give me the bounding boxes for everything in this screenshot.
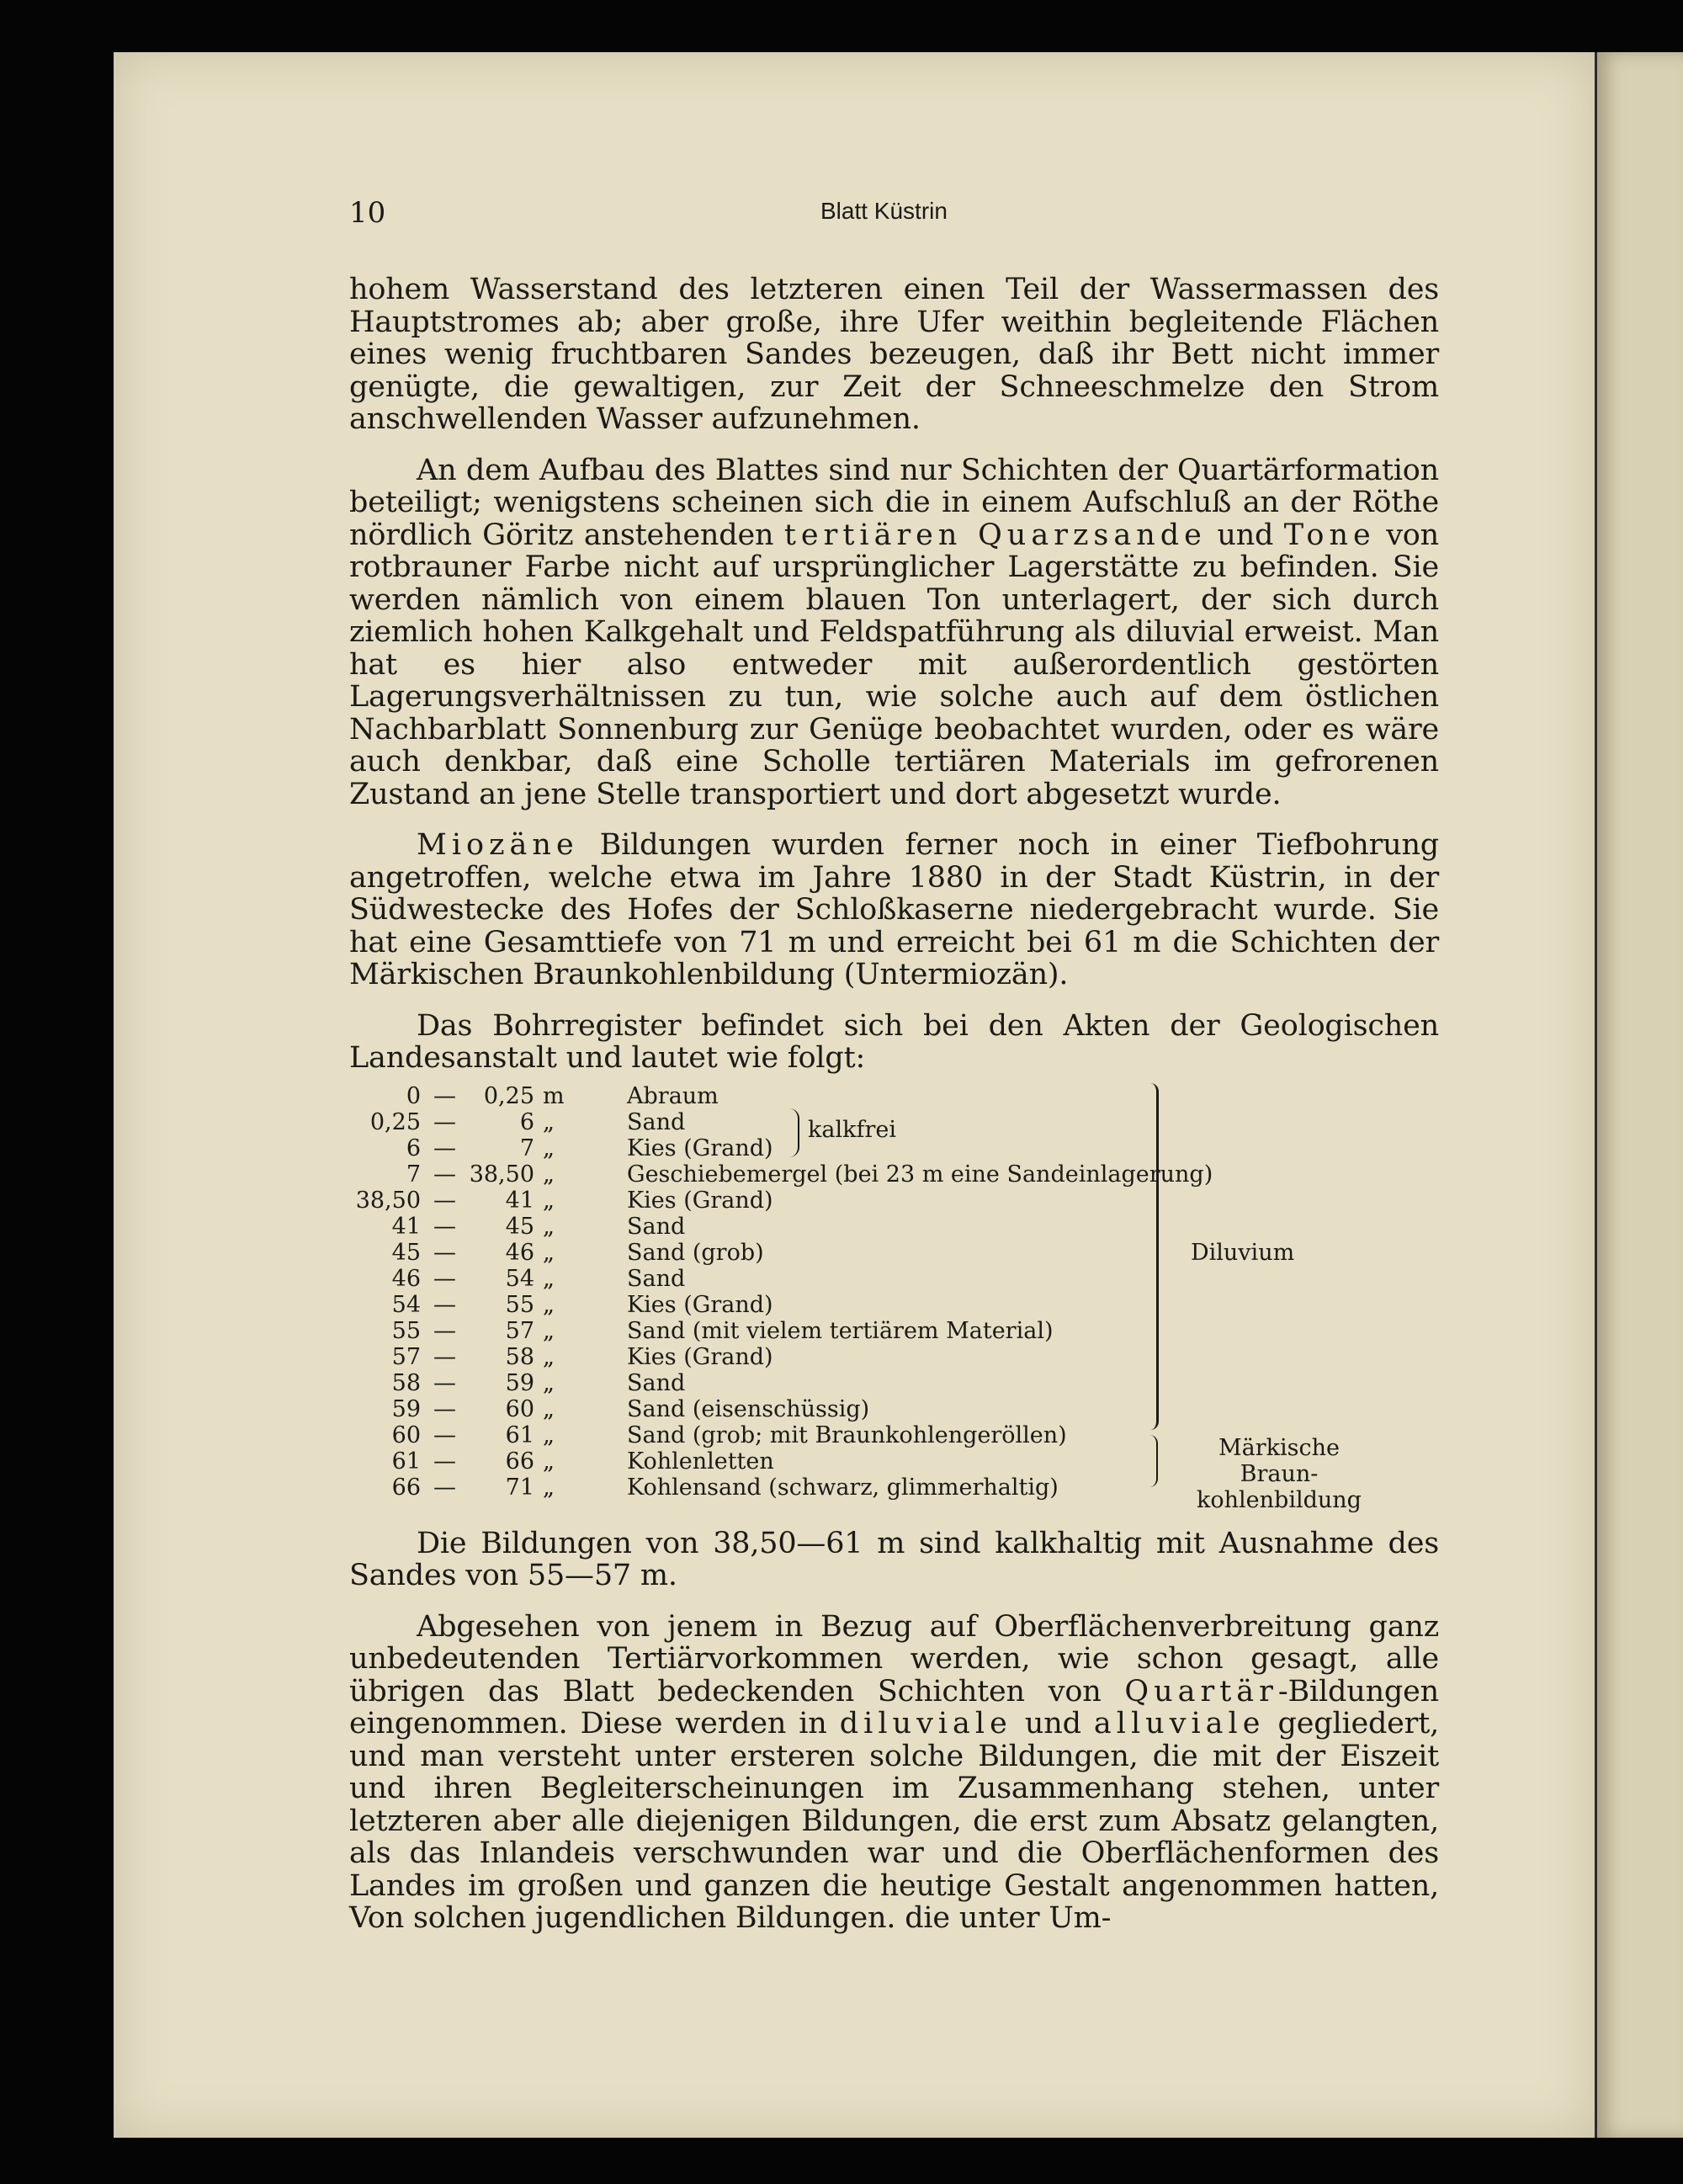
kalkfrei-label: kalkfrei <box>808 1116 896 1143</box>
bore-row <box>349 1344 1191 1370</box>
layer-description: Sand <box>627 1108 686 1135</box>
bore-row <box>349 1266 1191 1292</box>
depth-to: 71 <box>505 1474 534 1501</box>
depth-dash: — <box>433 1213 456 1240</box>
braunkohle-label-line-1: Märkische Braun- <box>1218 1434 1340 1487</box>
depth-unit: „ <box>543 1474 555 1501</box>
depth-to: 60 <box>505 1395 534 1422</box>
depth-to: 6 <box>519 1108 534 1135</box>
paragraph-3-spaced-term: Miozäne <box>417 828 579 862</box>
page-body <box>349 274 1439 1953</box>
braunkohle-label <box>1178 1435 1380 1513</box>
depth-from: 66 <box>391 1474 421 1501</box>
depth-unit: „ <box>543 1421 555 1448</box>
depth-from: 54 <box>391 1291 421 1318</box>
bore-row <box>349 1135 1191 1161</box>
depth-to: 45 <box>505 1213 534 1240</box>
layer-description: Kies (Grand) <box>627 1135 773 1161</box>
depth-from: 61 <box>391 1448 421 1475</box>
depth-to: 66 <box>505 1448 534 1475</box>
depth-unit: „ <box>543 1239 555 1266</box>
depth-dash: — <box>433 1421 456 1448</box>
depth-unit: „ <box>543 1291 555 1318</box>
depth-from: 46 <box>391 1265 421 1292</box>
depth-dash: — <box>433 1187 456 1214</box>
layer-description: Sand <box>627 1265 686 1292</box>
bore-row <box>349 1370 1191 1396</box>
paragraph-2-text-a: An dem Aufbau des Blattes sind nur Schichten der Quartärformation beteiligt; wenigstens scheinen sich die in einem Aufschluß an der Röthe nördlich Göritz anstehenden <box>349 453 1439 552</box>
paragraph-2-spaced-term-2: Tone <box>1283 518 1376 552</box>
depth-from: 6 <box>406 1135 421 1161</box>
depth-from: 7 <box>406 1161 421 1188</box>
depth-from: 58 <box>391 1369 421 1396</box>
depth-from: 0,25 <box>369 1108 421 1135</box>
paragraph-1: hohem Wasserstand des letzteren einen Teil der Wassermassen des Hauptstromes ab; aber große, ihre Ufer weithin begleitende Flächen eines wenig fruchtbaren Sandes bezeugen, daß ihr Bett nicht immer genügte, die gewaltigen, zur Zeit der Schneeschmelze den Strom anschwellenden Wasser aufzunehmen. <box>349 273 1439 436</box>
depth-unit: „ <box>543 1108 555 1135</box>
depth-dash: — <box>433 1082 456 1109</box>
running-head: Blatt Küstrin <box>820 198 948 224</box>
depth-from: 45 <box>391 1239 421 1266</box>
page-header <box>349 196 1439 233</box>
depth-unit: „ <box>543 1135 555 1161</box>
layer-description: Sand (mit vielem tertiärem Material) <box>627 1317 1054 1344</box>
depth-unit: m <box>543 1082 565 1109</box>
depth-unit: „ <box>543 1213 555 1240</box>
diluvium-label: Diluvium <box>1191 1239 1295 1266</box>
paragraph-2-text-e: von rotbrauner Farbe nicht auf ursprünglicher Lagerstätte zu befinden. Sie werden nämlich von einem blauen Ton unterlagert, der sich durch ziemlich hohen Kalkgehalt und Feldspatführung als diluvial erweist. Man hat es hier also entweder mit außerordentlich gestörten Lagerungsverhältnissen zu tun, wie solche auch auf dem östlichen Nachbarblatt Sonnenburg zur Genüge beobachtet wurden, oder es wäre auch denkbar, daß eine Scholle tertiären Materials im gefrorenen Zustand an jene Stelle transportiert und dort abgesetzt wurde. <box>349 518 1439 811</box>
layer-description: Abraum <box>627 1082 719 1109</box>
depth-unit: „ <box>543 1448 555 1475</box>
paragraph-2-text-c: und <box>1206 518 1284 552</box>
depth-dash: — <box>433 1369 456 1396</box>
paragraph-5: Die Bildungen von 38,50—61 m sind kalkhaltig mit Ausnahme des Sandes von 55—57 m. <box>349 1526 1439 1592</box>
layer-description: Sand <box>627 1213 686 1240</box>
layer-description: Geschiebemergel (bei 23 m eine Sandeinlagerung) <box>627 1161 1213 1188</box>
depth-dash: — <box>433 1448 456 1475</box>
bore-row <box>349 1161 1213 1188</box>
bore-row <box>349 1240 1191 1266</box>
layer-description: Sand (eisenschüssig) <box>627 1395 870 1422</box>
depth-unit: „ <box>543 1265 555 1292</box>
paragraph-4: Das Bohrregister befindet sich bei den Akten der Geologischen Landesanstalt und lautet wie folgt: <box>349 1008 1439 1075</box>
layer-description: Kies (Grand) <box>627 1291 773 1318</box>
bore-row <box>349 1214 1191 1240</box>
depth-from: 38,50 <box>355 1187 421 1214</box>
depth-unit: „ <box>543 1369 555 1396</box>
paragraph-6-text-a: Abgesehen von jenem in Bezug auf Oberflächenverbreitung ganz unbedeutenden Tertiärvorkommen werden, wie schon gesagt, alle übrigen das Blatt bedeckenden Schichten von <box>349 1609 1439 1708</box>
paragraph-6-text-e: und <box>1011 1707 1094 1740</box>
depth-unit: „ <box>543 1317 555 1344</box>
layer-description: Sand (grob; mit Braunkohlengeröllen) <box>627 1421 1067 1448</box>
paragraph-6 <box>349 1611 1439 1935</box>
depth-dash: — <box>433 1135 456 1161</box>
bore-row <box>349 1396 1191 1422</box>
depth-to: 61 <box>505 1421 534 1448</box>
depth-dash: — <box>433 1239 456 1266</box>
paragraph-2-spaced-term-1: tertiären Quarzsande <box>783 518 1207 552</box>
depth-dash: — <box>433 1161 456 1188</box>
paragraph-6-text-c: -Bildungen eingenommen. Diese werden in <box>349 1674 1439 1740</box>
paragraph-6-text-g: gegliedert, und man versteht unter ersteren solche Bildungen, die mit der Eiszeit und ihren Begleiterscheinungen im Zusammenhang stehen, unter letzteren aber alle diejenigen Bildungen, die erst zum Absatz gelangten, als das Inlandeis verschwunden war und die Oberflächenformen des Landes im großen und ganzen die heutige Gestalt angenommen hatten, Von solchen jugendlichen Bildungen. die unter Um- <box>349 1707 1440 1935</box>
depth-to: 59 <box>505 1369 534 1396</box>
depth-from: 0 <box>406 1082 421 1109</box>
bore-row <box>349 1422 1191 1448</box>
depth-from: 59 <box>391 1395 421 1422</box>
depth-unit: „ <box>543 1161 555 1188</box>
depth-dash: — <box>433 1108 456 1135</box>
depth-unit: „ <box>543 1343 555 1370</box>
brace-braunkohle <box>1144 1435 1158 1487</box>
depth-to: 46 <box>505 1239 534 1266</box>
bore-row <box>349 1109 1191 1135</box>
next-page-edge <box>1595 52 1683 2138</box>
layer-description: Sand <box>627 1369 686 1396</box>
bore-row <box>349 1448 1191 1475</box>
depth-from: 55 <box>391 1317 421 1344</box>
layer-description: Kies (Grand) <box>627 1187 773 1214</box>
bore-row <box>349 1188 1191 1214</box>
paragraph-6-spaced-term-2: diluviale <box>839 1707 1012 1740</box>
bore-row <box>349 1318 1191 1344</box>
depth-to: 58 <box>505 1343 534 1370</box>
bore-row <box>349 1292 1191 1318</box>
paragraph-3 <box>349 829 1439 991</box>
depth-dash: — <box>433 1474 456 1501</box>
depth-to: 38,50 <box>469 1161 534 1188</box>
paragraph-6-spaced-term-1: Quartär <box>1124 1674 1278 1708</box>
paragraph-3-text: Bildungen wurden ferner noch in einer Tiefbohrung angetroffen, welche etwa im Jahre 1880 in der Stadt Küstrin, in der Südwestecke des Hofes der Schloßkaserne niedergebracht wurde. Sie hat eine Gesamttiefe von 71 m und erreicht bei 61 m die Schichten der Märkischen Braunkohlenbildung (Untermiozän). <box>349 828 1439 991</box>
depth-to: 7 <box>519 1135 534 1161</box>
paragraph-2 <box>349 454 1439 811</box>
depth-unit: „ <box>543 1395 555 1422</box>
depth-unit: „ <box>543 1187 555 1214</box>
brace-kalkfrei <box>783 1108 799 1157</box>
layer-description: Sand (grob) <box>627 1239 764 1266</box>
depth-dash: — <box>433 1343 456 1370</box>
bore-row <box>349 1475 1191 1501</box>
layer-description: Kohlensand (schwarz, glimmerhaltig) <box>627 1474 1059 1501</box>
layer-description: Kies (Grand) <box>627 1343 773 1370</box>
layer-description: Kohlenletten <box>627 1448 774 1475</box>
depth-to: 54 <box>505 1265 534 1292</box>
depth-from: 41 <box>391 1213 421 1240</box>
depth-to: 0,25 <box>483 1082 534 1109</box>
depth-from: 60 <box>391 1421 421 1448</box>
depth-from: 57 <box>391 1343 421 1370</box>
brace-diluvium <box>1144 1083 1159 1430</box>
braunkohle-label-line-2: kohlenbildung <box>1197 1486 1362 1513</box>
bore-register-table <box>349 1083 1439 1511</box>
depth-to: 57 <box>505 1317 534 1344</box>
depth-to: 41 <box>505 1187 534 1214</box>
bore-row <box>349 1083 1191 1109</box>
page-number: 10 <box>349 196 386 230</box>
depth-dash: — <box>433 1317 456 1344</box>
depth-dash: — <box>433 1291 456 1318</box>
paragraph-6-spaced-term-3: alluviale <box>1093 1707 1266 1740</box>
depth-dash: — <box>433 1265 456 1292</box>
depth-to: 55 <box>505 1291 534 1318</box>
depth-dash: — <box>433 1395 456 1422</box>
